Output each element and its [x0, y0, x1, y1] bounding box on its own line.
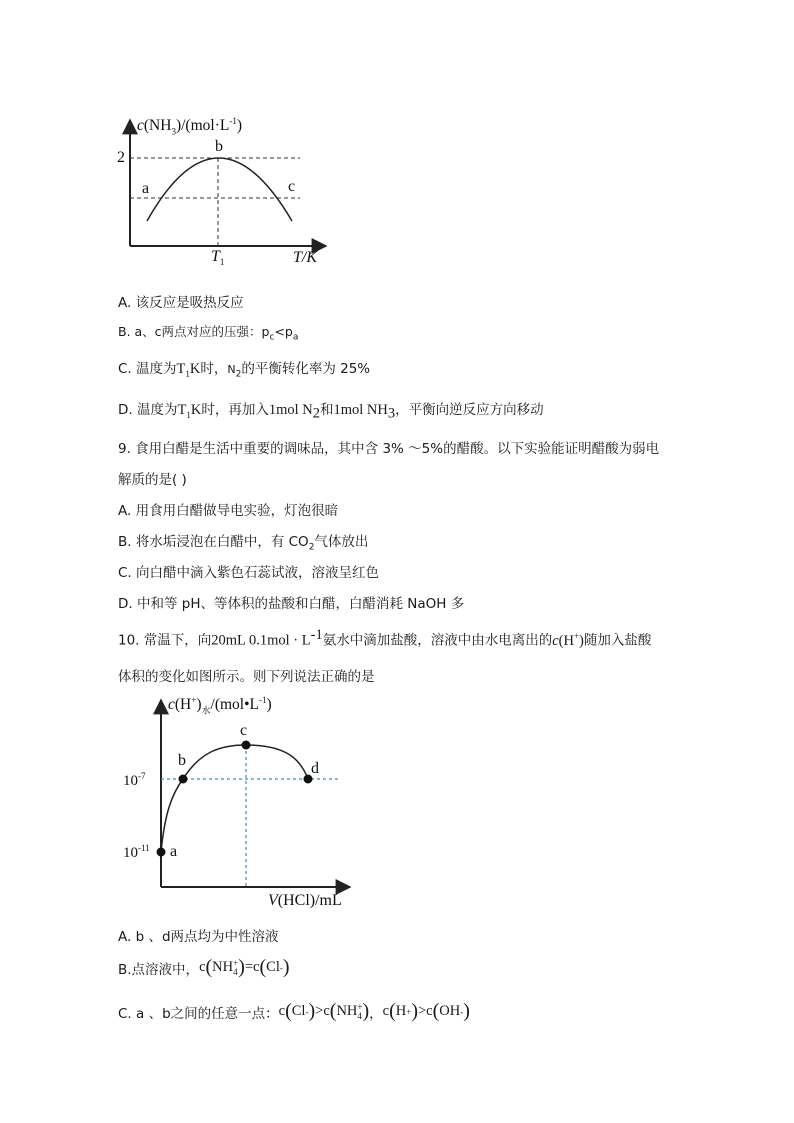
fig1-point-c-label: c: [288, 178, 296, 195]
q9-option-b: B. 将水垢浸泡在白醋中，有 $CO_2$气体放出: [118, 534, 369, 553]
fig2-y-axis-label: $c(H^+)_水/(mol•L^{-1})$: [168, 695, 272, 717]
fig2-point-d-label: d: [311, 760, 319, 777]
q8-option-c: C. 温度为$T_1K$时，$N_2$的平衡转化率为 25%: [118, 361, 371, 380]
fig1-point-a-label: a: [142, 180, 150, 197]
fig2-tick-1e-7: $10^{-7}$: [123, 771, 146, 789]
fig2-point-a: [157, 848, 166, 857]
q9-option-c: C. 向白醋中滴入紫色石蕊试液，溶液呈红色: [118, 565, 380, 581]
fig2-point-b: [179, 775, 188, 784]
fig2-point-c-label: c: [240, 722, 248, 739]
q8-option-b: B. a、c两点对应的压强：$p_c<p_a$: [118, 324, 299, 343]
q10-stem-line-1: 10. 常温下，向20mL $0.1mol \cdot L^{-1}$氨水中滴加盐酸，溶液中由水电离出的c(H+)随加入盐酸: [118, 627, 652, 649]
fig1-curve: [147, 158, 292, 221]
fig2-tick-1e-11: $10^{-11}$: [123, 843, 150, 861]
q10-option-a: A. b 、d两点均为中性溶液: [118, 929, 279, 945]
fig2-point-b-label: b: [178, 752, 186, 769]
q9-stem-line-1: 9. 食用白醋是生活中重要的调味品，其中含 3% ～5%的醋酸。以下实验能证明醋酸为弱电: [118, 441, 660, 457]
q10-option-c: C. a 、b之间的任意一点： c ( Cl - ) >c ( NH + 4 ) ， c ( H + ) >c ( OH - ): [118, 1000, 470, 1022]
q8-option-a: A. 该反应是吸热反应: [118, 295, 244, 311]
q10-option-b: B.点溶液中， c ( NH + 4 ) =c ( Cl - ): [118, 956, 290, 978]
fig2-point-a-label: a: [170, 843, 178, 860]
fig1-point-b-label: b: [215, 138, 223, 155]
q9-option-a: A. 用食用白醋做导电实验，灯泡很暗: [118, 503, 339, 519]
figure-1-diagram: [0, 0, 794, 280]
q8-option-d: D. 温度为$T_1K$时，再加入1mol $N_2$和1mol $NH_3$，平衡向逆反应方向移动: [118, 402, 544, 422]
q9-option-d: D. 中和等 pH、等体积的盐酸和白醋，白醋消耗 NaOH 多: [118, 596, 465, 612]
fig1-x-axis-label: T/K: [293, 249, 318, 266]
fig2-x-axis-label: V(HCl)/mL: [268, 892, 342, 909]
fig1-y-axis-label: $c(NH_3)/(mol\cdot L^{-1})$: [137, 116, 242, 137]
fig2-point-c: [242, 741, 251, 750]
fig1-t1-label: $T_1$: [211, 248, 225, 268]
q9-stem-line-2: 解质的是( ): [118, 472, 187, 488]
q10-stem-line-2: 体积的变化如图所示。则下列说法正确的是: [118, 669, 375, 685]
fig1-tick-2: 2: [117, 149, 125, 166]
figure-2-diagram: [0, 690, 794, 900]
